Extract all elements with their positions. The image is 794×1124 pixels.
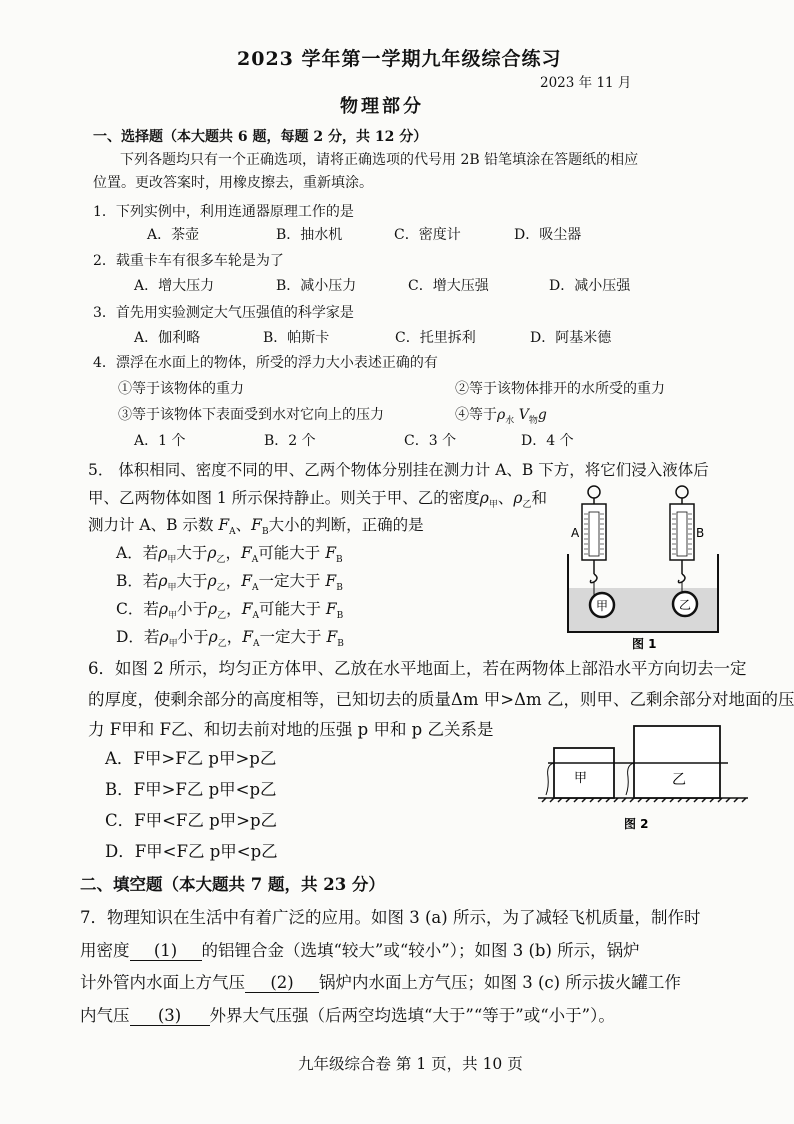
q5-line-1: 5． 体积相同、密度不同的甲、乙两个物体分别挂在测力计 A、B 下方，将它们浸入液体后 xyxy=(88,461,709,479)
figure-1 xyxy=(560,482,725,654)
q4-statement-3: ③等于该物体下表面受到水对它向上的压力 xyxy=(118,407,384,423)
q6-option-a: A．F甲>F乙 p甲>p乙 xyxy=(105,749,277,768)
q5-option-b-result: 一定大于 xyxy=(258,572,321,590)
q4-stem: 4．漂浮在水面上的物体，所受的浮力大小表述正确的有 xyxy=(93,355,438,371)
section2-heading: 二、填空题（本大题共 7 题，共 23 分） xyxy=(80,875,385,894)
q5-line-2: 甲、乙两物体如图 1 所示保持静止。则关于甲、乙的密度$\rho_甲$、$\rho_乙$和 xyxy=(88,489,548,511)
q5-option-a-prefix: A．若 xyxy=(116,544,159,562)
q3-option-b: B．帕斯卡 xyxy=(263,330,330,346)
q5-line-3-end: 大小的判断，正确的是 xyxy=(268,516,424,534)
q7-blank-3[interactable]: (3) xyxy=(130,1006,210,1026)
page-footer: 九年级综合卷 第 1 页，共 10 页 xyxy=(298,1055,523,1073)
q7-line-2 xyxy=(80,937,640,961)
q5-option-d-rel: 小于 xyxy=(177,628,209,646)
q5-option-a-rel: 大于 xyxy=(176,544,208,562)
q3-option-c: C．托里拆利 xyxy=(395,330,476,346)
figure-1-label-a: A xyxy=(571,526,580,540)
q1-option-b: B．抽水机 xyxy=(276,227,343,243)
figure-1-label-b: B xyxy=(696,526,705,540)
q1-option-c: C．密度计 xyxy=(394,227,461,243)
q5-option-b-prefix: B．若 xyxy=(116,572,159,590)
q4-statement-4-prefix: ④等于 xyxy=(455,407,497,423)
figure-1-label-yi: 乙 xyxy=(678,598,692,612)
q7-blank-2[interactable]: (2) xyxy=(245,973,319,993)
q5-option-b-rel: 大于 xyxy=(176,572,208,590)
q1-stem: 1．下列实例中，利用连通器原理工作的是 xyxy=(93,204,354,220)
q7-line-4-a: 内气压 xyxy=(80,1006,130,1025)
section1-instructions-2: 位置。更改答案时，用橡皮擦去，重新填涂。 xyxy=(93,175,373,191)
figure-2 xyxy=(538,722,748,834)
q5-option-d-prefix: D．若 xyxy=(116,628,160,646)
q5-option-d-result: 一定大于 xyxy=(259,628,322,646)
q4-statement-1: ①等于该物体的重力 xyxy=(118,381,244,397)
q7-line-2-b: 的铝锂合金（选填“较大”或“较小”）；如图 3 (b) 所示，锅炉 xyxy=(201,941,640,960)
q6-line-3: 力 F甲和 F乙、和切去前对地的压强 p 甲和 p 乙关系是 xyxy=(88,720,494,739)
q6-option-c: C．F甲<F乙 p甲>p乙 xyxy=(105,811,278,830)
figure-1-caption: 图 1 xyxy=(632,637,657,651)
q2-option-a: A．增大压力 xyxy=(134,278,215,294)
q3-option-a: A．伽利略 xyxy=(134,330,201,346)
q7-line-4 xyxy=(80,1002,615,1026)
q4-statement-2: ②等于该物体排开的水所受的重力 xyxy=(455,381,665,397)
subject-title: 物理部分 xyxy=(340,96,424,117)
q5-option-c-result: 可能大于 xyxy=(258,600,321,618)
q5-option-b: B．若$\rho_甲$大于$\rho_乙$，$F_A$一定大于 $F_B$ xyxy=(116,572,343,594)
section1-instructions-1: 下列各题均只有一个正确选项，请将正确选项的代号用 2B 铅笔填涂在答题纸的相应 xyxy=(120,152,639,168)
q7-line-1: 7．物理知识在生活中有着广泛的应用。如图 3 (a) 所示，为了减轻飞机质量，制作时 xyxy=(80,908,701,927)
q5-line-3-text: 测力计 A、B 示数 xyxy=(88,516,214,534)
figure-2-label-yi: 乙 xyxy=(672,772,686,788)
spring-scale-a xyxy=(582,486,606,596)
q6-line-2: 的厚度，使剩余部分的高度相等，已知切去的质量Δm 甲>Δm 乙，则甲、乙剩余部分对地面的压 xyxy=(88,690,794,709)
q7-line-2-a: 用密度 xyxy=(80,941,130,960)
q2-option-b: B．减小压力 xyxy=(276,278,357,294)
q7-line-3-a: 计外管内水面上方气压 xyxy=(80,973,245,992)
q7-line-4-b: 外界大气压强（后两空均选填“大于”“等于”或“小于”）。 xyxy=(209,1006,615,1025)
figure-2-caption: 图 2 xyxy=(624,817,649,831)
q1-option-d: D．吸尘器 xyxy=(514,227,582,243)
figure-1-label-jia: 甲 xyxy=(595,599,609,613)
q4-option-b: B．2 个 xyxy=(264,433,316,449)
q3-option-d: D．阿基米德 xyxy=(530,330,612,346)
q4-option-a: A．1 个 xyxy=(134,433,186,449)
q7-blank-1[interactable]: (1) xyxy=(130,941,202,961)
q2-option-c: C．增大压强 xyxy=(408,278,489,294)
spring-scale-b xyxy=(670,486,694,594)
q5-option-c: C．若$\rho_甲$小于$\rho_乙$，$F_A$可能大于 $F_B$ xyxy=(116,600,344,622)
q7-line-3-b: 锅炉内水面上方气压；如图 3 (c) 所示拔火罐工作 xyxy=(319,973,681,992)
q4-statement-4: ④等于$\rho_水$ $V_物g$ xyxy=(455,407,547,426)
q2-stem: 2．载重卡车有很多车轮是为了 xyxy=(93,253,284,269)
q1-option-a: A．茶壶 xyxy=(147,227,200,243)
q5-line-3: 测力计 A、B 示数 $F_A$、$F_B$大小的判断，正确的是 xyxy=(88,516,424,538)
q6-option-d: D．F甲<F乙 p甲<p乙 xyxy=(105,842,278,861)
q4-option-c: C．3 个 xyxy=(404,433,457,449)
q4-option-d: D．4 个 xyxy=(521,433,574,449)
q7-line-3 xyxy=(80,969,681,993)
q6-option-b: B．F甲>F乙 p甲<p乙 xyxy=(105,780,277,799)
q2-option-d: D．减小压强 xyxy=(549,278,631,294)
q3-stem: 3．首先用实验测定大气压强值的科学家是 xyxy=(93,305,354,321)
exam-date: 2023 年 11 月 xyxy=(540,75,632,91)
exam-title: 2023 学年第一学期九年级综合练习 xyxy=(237,48,562,70)
figure-2-label-jia: 甲 xyxy=(574,771,588,786)
q6-line-1: 6．如图 2 所示，均匀正方体甲、乙放在水平地面上，若在两物体上部沿水平方向切去一定 xyxy=(88,659,747,678)
q5-option-a: A．若$\rho_甲$大于$\rho_乙$，$F_A$可能大于 $F_B$ xyxy=(116,544,343,566)
q5-option-c-rel: 小于 xyxy=(177,600,209,618)
q5-option-a-result: 可能大于 xyxy=(258,544,321,562)
q5-line-2-text: 甲、乙两物体如图 1 所示保持静止。则关于甲、乙的密度 xyxy=(88,489,480,507)
q5-option-d: D．若$\rho_甲$小于$\rho_乙$，$F_A$一定大于 $F_B$ xyxy=(116,628,344,650)
q5-option-c-prefix: C．若 xyxy=(116,600,159,618)
section1-heading: 一、选择题（本大题共 6 题，每题 2 分，共 12 分） xyxy=(93,129,428,145)
